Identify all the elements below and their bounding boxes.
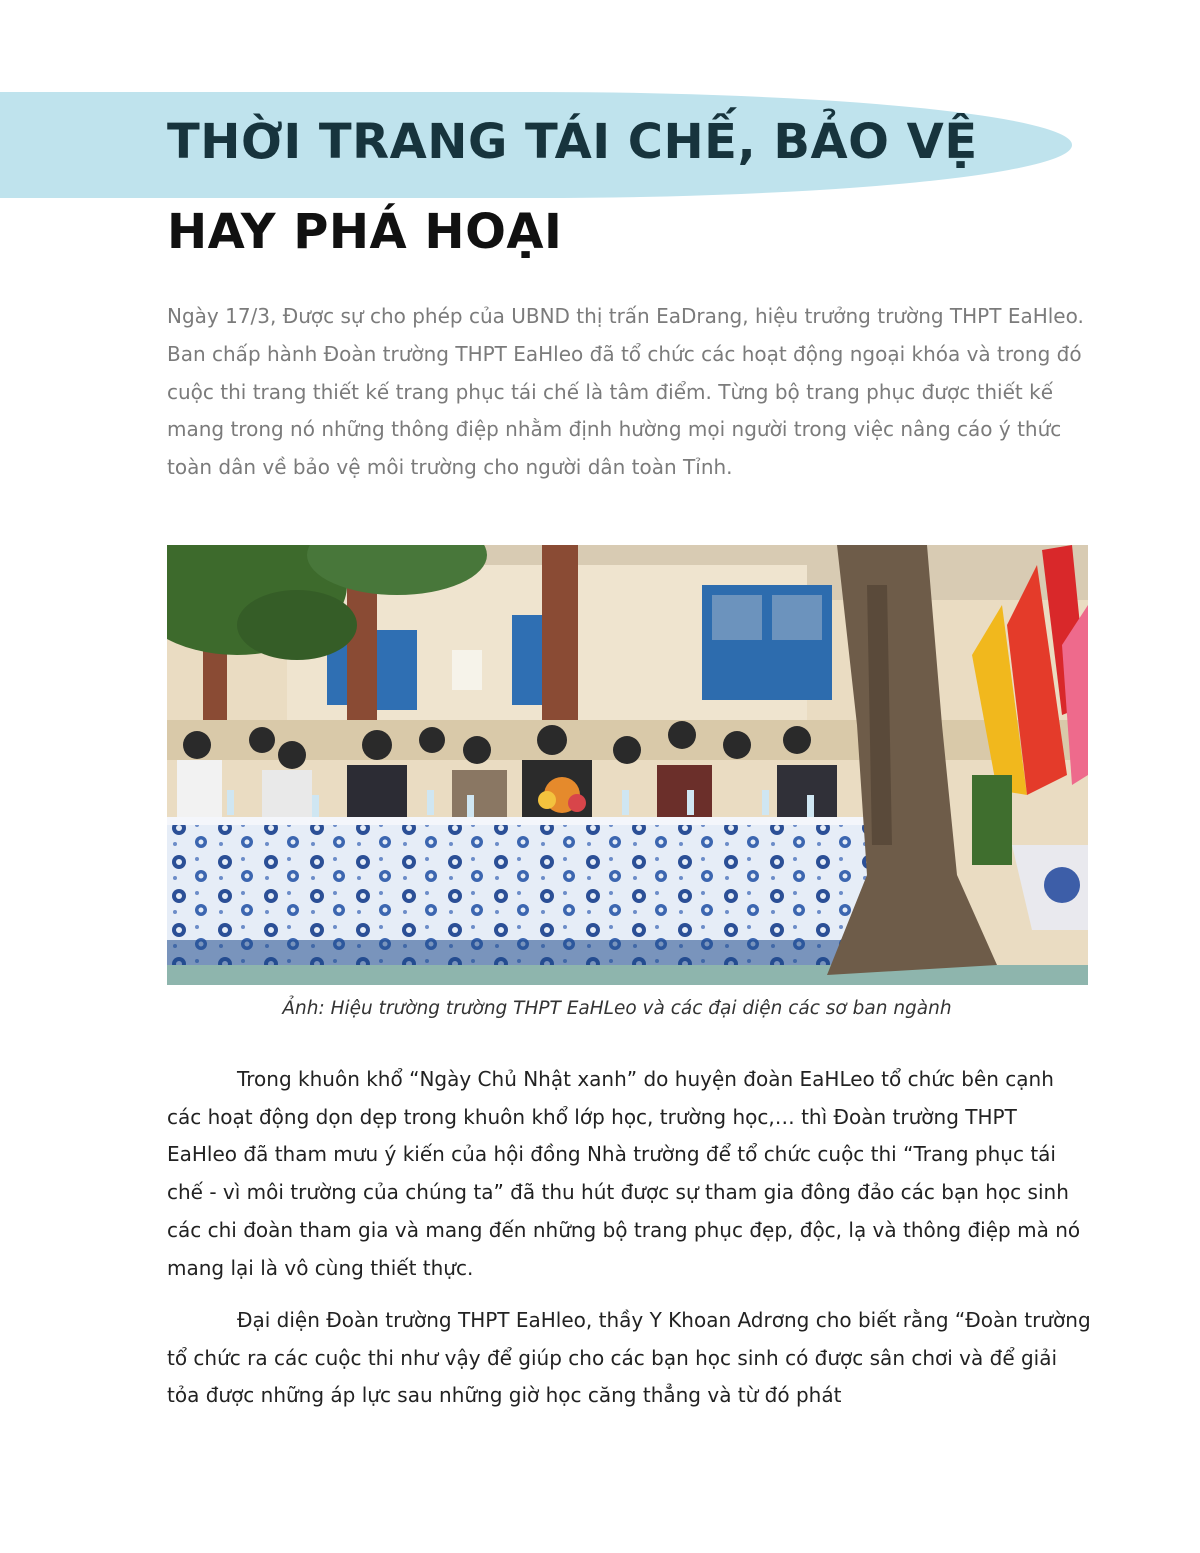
- event-photo: [167, 545, 1088, 985]
- body-paragraph-2: Đại diện Đoàn trường THPT EaHleo, thầy Y Khoan Adrơng cho biết rằng “Đoàn trường tổ chức ra các cuộc thi như vậy để giúp cho các bạn học sinh có được sân chơi và để giải tỏa được những áp lực sau những giờ học căng thẳng và từ đó phát: [167, 1308, 1091, 1408]
- intro-paragraph: Ngày 17/3, Được sự cho phép của UBND thị trấn EaDrang, hiệu trưởng trường THPT EaHleo. Ban chấp hành Đoàn trường THPT EaHleo đã tổ chức các hoạt động ngoại khóa và trong đó cuộc thi trang thiết kế trang phục tái chế là tâm điểm. Từng bộ trang phục được thiết kế mang trong nó những thông điệp nhằm định hường mọi người trong việc nâng cáo ý thức toàn dân về bảo vệ môi trường cho người dân toàn Tỉnh.: [167, 304, 1084, 480]
- photo-caption: Ảnh: Hiệu trường trường THPT EaHLeo và các đại diện các sơ ban ngành: [282, 998, 952, 1019]
- article-title-line-2: HAY PHÁ HOẠI: [167, 204, 563, 260]
- article-title-line-1: THỜI TRANG TÁI CHẾ, BẢO VỆ: [167, 114, 978, 170]
- body-paragraph-1: Trong khuôn khổ “Ngày Chủ Nhật xanh” do huyện đoàn EaHLeo tổ chức bên cạnh các hoạt động dọn dẹp trong khuôn khổ lớp học, trường học,… thì Đoàn trường THPT EaHleo đã tham mưu ý kiến của hội đồng Nhà trường để tổ chức cuộc thi “Trang phục tái chế - vì môi trường của chúng ta” đã thu hút được sự tham gia đông đảo các bạn học sinh các chi đoàn tham gia và mang đến những bộ trang phục đẹp, độc, lạ và thông điệp mà nó mang lại là vô cùng thiết thực.: [167, 1067, 1081, 1280]
